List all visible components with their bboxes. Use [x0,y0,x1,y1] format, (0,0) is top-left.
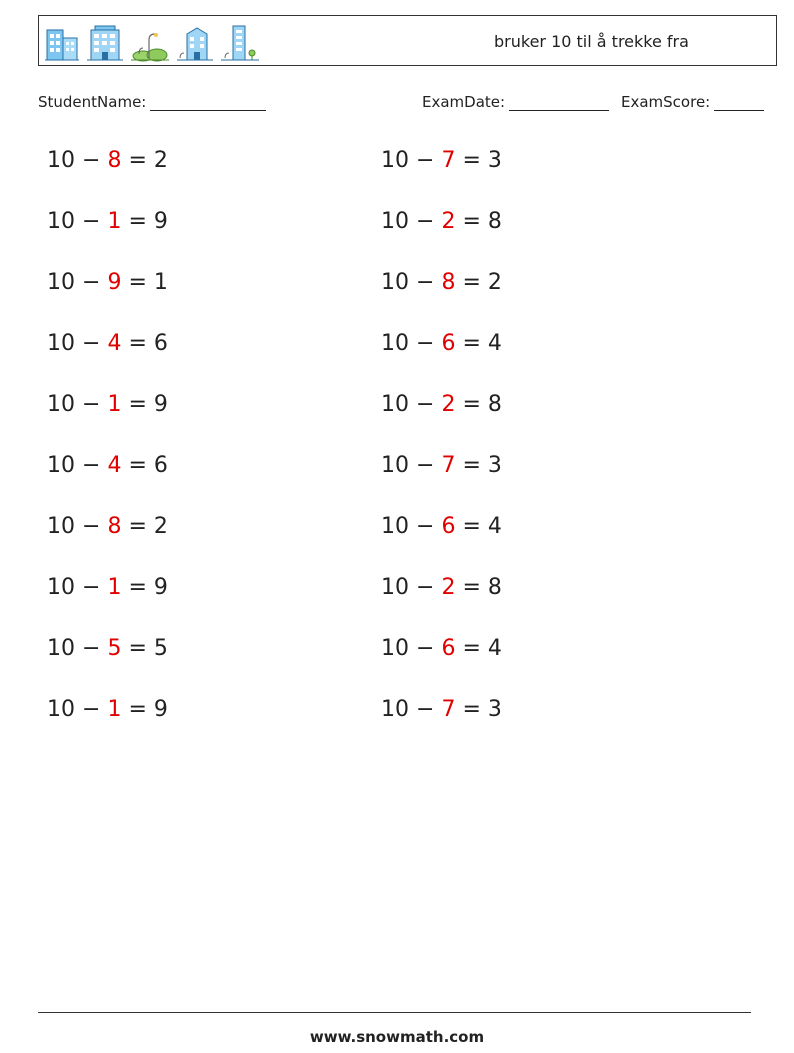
problem-row [47,270,168,295]
minuend: 10 [47,453,75,478]
exam-score-blank[interactable] [714,94,764,111]
equals-sign: = [462,575,481,600]
minus-sign: − [82,270,101,295]
minus-sign: − [82,453,101,478]
minuend: 10 [381,148,409,173]
difference: 4 [487,331,502,356]
problem-row [47,697,168,722]
difference: 8 [487,209,502,234]
subtrahend: 8 [441,270,456,295]
equals-sign: = [128,209,147,234]
problem-row [381,636,502,661]
minus-sign: − [416,148,435,173]
minus-sign: − [82,392,101,417]
minuend: 10 [47,575,75,600]
minus-sign: − [82,575,101,600]
exam-date-blank[interactable] [509,94,609,111]
subtrahend: 7 [441,697,456,722]
equals-sign: = [128,453,147,478]
equals-sign: = [128,636,147,661]
difference: 6 [153,331,168,356]
subtrahend: 8 [107,148,122,173]
problem-row [381,453,502,478]
header-icons [45,22,259,62]
subtrahend: 6 [441,514,456,539]
equals-sign: = [462,453,481,478]
difference: 3 [487,697,502,722]
subtrahend: 1 [107,575,122,600]
minus-sign: − [416,514,435,539]
minuend: 10 [381,697,409,722]
problem-row [47,148,168,173]
apartment-building-icon [87,24,123,62]
difference: 9 [153,575,168,600]
difference: 5 [153,636,168,661]
worksheet-title: bruker 10 til å trekke fra [494,32,689,51]
minuend: 10 [381,270,409,295]
equals-sign: = [462,514,481,539]
problem-row [47,636,168,661]
equals-sign: = [462,636,481,661]
equals-sign: = [462,697,481,722]
subtrahend: 1 [107,392,122,417]
difference: 2 [153,514,168,539]
difference: 2 [153,148,168,173]
problem-row [47,575,168,600]
subtrahend: 4 [107,453,122,478]
difference: 4 [487,514,502,539]
minus-sign: − [416,636,435,661]
minuend: 10 [47,697,75,722]
problem-row [381,392,502,417]
minuend: 10 [47,270,75,295]
minuend: 10 [381,575,409,600]
minus-sign: − [82,209,101,234]
minus-sign: − [82,636,101,661]
problem-row [47,392,168,417]
minuend: 10 [47,331,75,356]
equals-sign: = [128,148,147,173]
park-trees-icon [131,24,169,62]
equals-sign: = [128,575,147,600]
minuend: 10 [381,636,409,661]
minus-sign: − [416,697,435,722]
equals-sign: = [128,392,147,417]
minuend: 10 [47,636,75,661]
subtrahend: 7 [441,453,456,478]
exam-score-field [621,93,764,111]
difference: 9 [153,209,168,234]
office-building-icon [45,24,79,62]
difference: 2 [487,270,502,295]
problem-row [47,209,168,234]
subtrahend: 9 [107,270,122,295]
problem-row [47,453,168,478]
difference: 6 [153,453,168,478]
student-name-blank[interactable] [150,94,266,111]
minuend: 10 [381,209,409,234]
equals-sign: = [128,514,147,539]
subtrahend: 2 [441,575,456,600]
difference: 8 [487,392,502,417]
equals-sign: = [128,270,147,295]
difference: 4 [487,636,502,661]
minus-sign: − [82,514,101,539]
subtrahend: 2 [441,209,456,234]
student-name-field [38,93,266,111]
problem-row [381,331,502,356]
minus-sign: − [416,209,435,234]
equals-sign: = [462,148,481,173]
subtrahend: 8 [107,514,122,539]
footer-divider [38,1012,751,1013]
difference: 8 [487,575,502,600]
exam-date-label: ExamDate: [422,93,506,111]
minuend: 10 [381,331,409,356]
small-building-icon [177,24,213,62]
tower-building-icon [221,24,259,62]
subtrahend: 7 [441,148,456,173]
difference: 9 [153,392,168,417]
problem-row [381,575,502,600]
minus-sign: − [416,392,435,417]
equals-sign: = [462,270,481,295]
minus-sign: − [82,148,101,173]
minus-sign: − [416,453,435,478]
difference: 3 [487,148,502,173]
problem-row [47,514,168,539]
exam-score-label: ExamScore: [621,93,711,111]
problem-row [381,514,502,539]
minuend: 10 [47,392,75,417]
equals-sign: = [128,331,147,356]
problem-row [381,209,502,234]
minuend: 10 [381,514,409,539]
minuend: 10 [47,514,75,539]
minuend: 10 [381,453,409,478]
subtrahend: 5 [107,636,122,661]
minus-sign: − [82,331,101,356]
equals-sign: = [462,331,481,356]
problem-row [381,148,502,173]
equals-sign: = [128,697,147,722]
subtrahend: 6 [441,636,456,661]
equals-sign: = [462,392,481,417]
minus-sign: − [416,270,435,295]
minus-sign: − [82,697,101,722]
subtrahend: 6 [441,331,456,356]
problem-row [47,331,168,356]
problem-row [381,270,502,295]
minuend: 10 [381,392,409,417]
exam-date-field [422,93,609,111]
difference: 9 [153,697,168,722]
minuend: 10 [47,209,75,234]
minuend: 10 [47,148,75,173]
subtrahend: 1 [107,697,122,722]
minus-sign: − [416,575,435,600]
header-box [38,15,777,66]
difference: 3 [487,453,502,478]
problem-row [381,697,502,722]
subtrahend: 1 [107,209,122,234]
minus-sign: − [416,331,435,356]
subtrahend: 4 [107,331,122,356]
difference: 1 [153,270,168,295]
footer-url: www.snowmath.com [309,1028,485,1046]
subtrahend: 2 [441,392,456,417]
student-name-label: StudentName: [38,93,147,111]
equals-sign: = [462,209,481,234]
